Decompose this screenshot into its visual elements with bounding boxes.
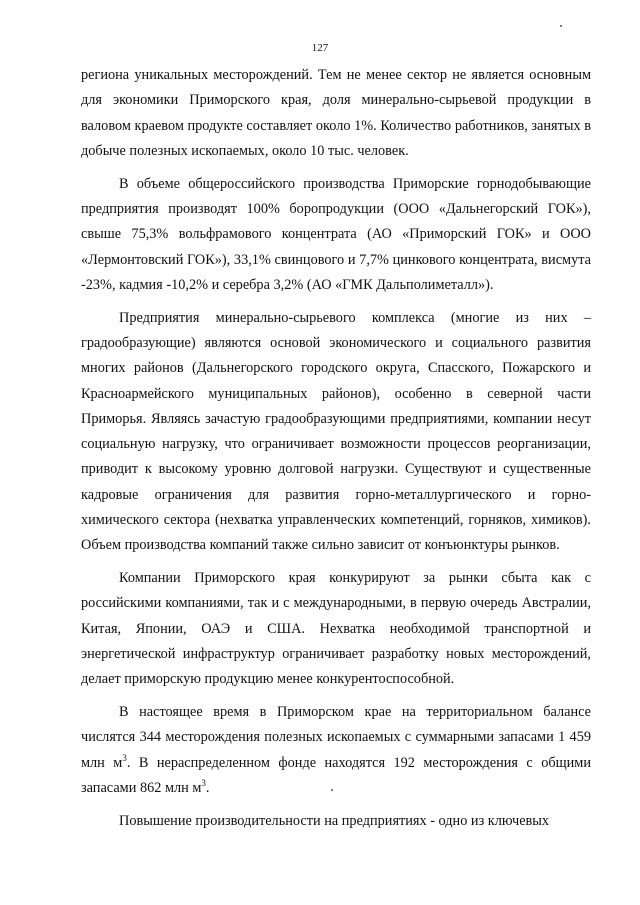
superscript: 3 [122, 752, 127, 763]
paragraph-with-units [81, 700, 591, 801]
text-run: . В нераспределенном фонде находятся 192 месторождения с общими запасами 862 млн м [81, 754, 591, 797]
paragraph: Повышение производительности на предприятиях - одно из ключевых [119, 812, 550, 829]
page-number: 127 [311, 42, 329, 54]
paragraph: В объеме общероссийского производства Приморские горнодобывающие предприятия производят 100% боропродукции (ООО «Дальнегорский ГОК»), свыше 75,3% вольфрамового концентрата (АО «Приморский ГОК» и ООО «Лермонтовский ГОК»), 33,1% свинцового и 7,7% цинкового концентрата, висмута -23%, кадмия -10,2% и серебра 3,2% (АО «ГМК Дальполиметалл»). [81, 175, 591, 293]
paragraph-continued: региона уникальных месторождений. Тем не менее сектор не является основным для экономики Приморского края, доля минерально-сырьевой продукции в валовом краевом продукте составляет около 1%. Количество работников, занятых в добыче полезных ископаемых, около 10 тыс. человек. [81, 67, 591, 159]
superscript: 3 [201, 778, 206, 789]
body-text [81, 63, 591, 834]
paragraph: Компании Приморского края конкурируют за рынки сбыта как с российскими компаниями, так и с международными, в первую очередь Австралии, Китая, Японии, ОАЭ и США. Нехватка необходимой транспортной и энергетической инфраструктур ограничивает разработку новых месторождений, делает приморскую продукцию менее конкурентоспособной. [81, 570, 591, 688]
text-run: . [205, 780, 210, 797]
scan-speck [560, 25, 562, 27]
text-run: В настоящее время в Приморском крае на территориальном балансе числятся 344 месторождения полезных ископаемых с суммарными запасами 1 459 млн м [81, 704, 591, 771]
paragraph: Предприятия минерально-сырьевого комплекса (многие из них – градообразующие) являются основой экономического и социального развития многих районов (Дальнегорского городского округа, Спасского, Пожарского и Красноармейского муниципальных районов), особенно в северной части Приморья. Являясь зачастую градообразующими предприятиями, компании несут социальную нагрузку, что ограничивает возможности процессов реорганизации, приводит к высокому уровню долговой нагрузки. Существуют и существенные кадровые ограничения для развития горно-металлургического и горно-химического сектора (нехватка управленческих компетенций, горняков, химиков). Объем производства компаний также сильно зависит от конъюнктуры рынков. [81, 309, 591, 554]
